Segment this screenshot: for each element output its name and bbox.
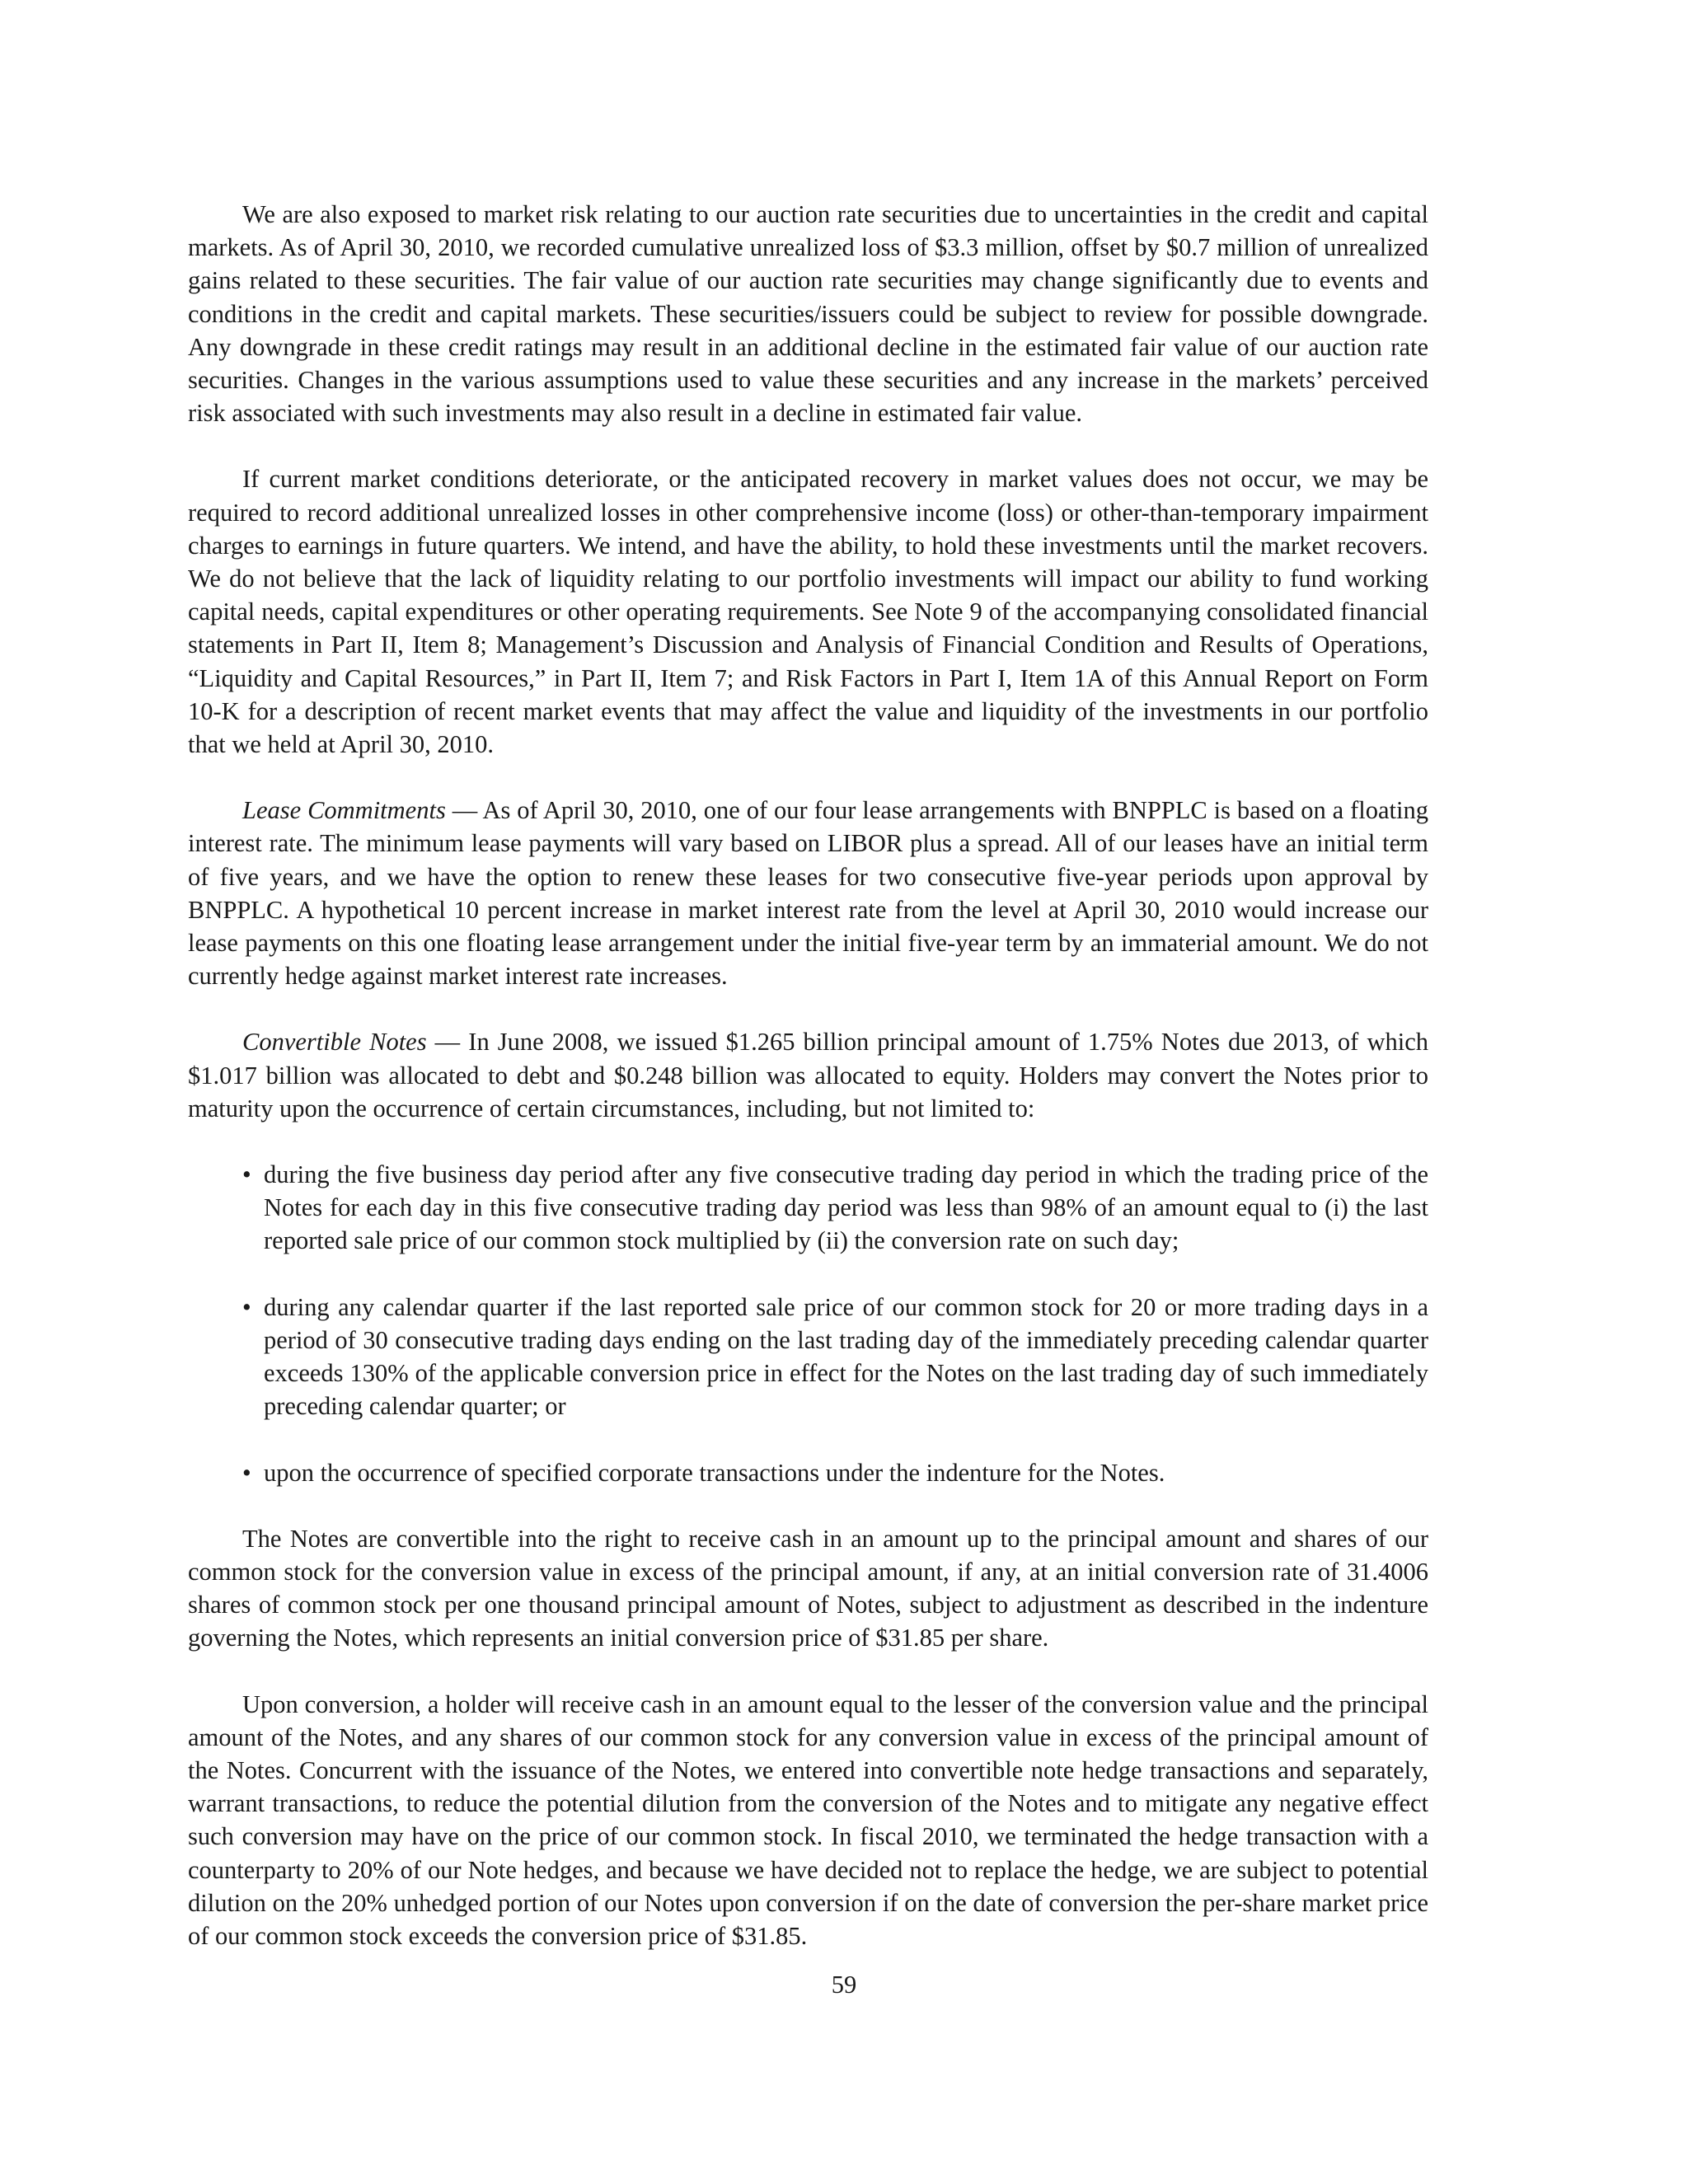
list-item [188, 1456, 1428, 1489]
bullet-marker: • [242, 1292, 251, 1321]
list-item-text: during the five business day period after any five consecutive trading day period in which the trading price of the Notes for each day in this five consecutive trading day period was less than 98% of an amount equal to (i) the last reported sale price of our common stock multiplied by (ii) the conversion rate on such day; [264, 1160, 1428, 1255]
bullet-marker: • [242, 1160, 251, 1189]
paragraph-conversion-dilution: Upon conversion, a holder will receive cash in an amount equal to the lesser of the conversion value and the principal amount of the Notes, and any shares of our common stock for any conversion value in excess of the principal amount of the Notes. Concurrent with the issuance of the Notes, we entered into convertible note hedge transactions and separately, warrant transactions, to reduce the potential dilution from the conversion of the Notes and to mitigate any negative effect such conversion may have on the price of our common stock. In fiscal 2010, we terminated the hedge transaction with a counterparty to 20% of our Note hedges, and because we have decided not to replace the hedge, we are subject to potential dilution on the 20% unhedged portion of our Notes upon conversion if on the date of conversion the per-share market price of our common stock exceeds the conversion price of $31.85. [188, 1690, 1428, 1950]
paragraph-auction-rate-risk: We are also exposed to market risk relating to our auction rate securities due to uncertainties in the credit and capital markets. As of April 30, 2010, we recorded cumulative unrealized loss of $3.3 million, offset by $0.7 million of unrealized gains related to these securities. The fair value of our auction rate securities may change significantly due to events and conditions in the credit and capital markets. These securities/issuers could be subject to review for possible downgrade. Any downgrade in these credit ratings may result in an additional decline in the estimated fair value of our auction rate securities. Changes in the various assumptions used to value these securities and any increase in the markets’ perceived risk associated with such investments may also result in a decline in estimated fair value. [188, 200, 1428, 428]
page-number: 59 [831, 1971, 857, 1999]
paragraph-market-conditions: If current market conditions deteriorate, or the anticipated recovery in market values does not occur, we may be required to record additional unrealized losses in other comprehensive income (loss) or other-than-temporary impairment charges to earnings in future quarters. We intend, and have the ability, to hold these investments until the market recovers. We do not believe that the lack of liquidity relating to our portfolio investments will impact our ability to fund working capital needs, capital expenditures or other operating requirements. See Note 9 of the accompanying consolidated financial statements in Part II, Item 8; Management’s Discussion and Analysis of Financial Condition and Results of Operations, “Liquidity and Capital Resources,” in Part II, Item 7; and Risk Factors in Part I, Item 1A of this Annual Report on Form 10-K for a description of recent market events that may affect the value and liquidity of the investments in our portfolio that we held at April 30, 2010. [188, 465, 1428, 759]
paragraph-conversion-terms: The Notes are convertible into the right to receive cash in an amount up to the principal amount and shares of our common stock for the conversion value in excess of the principal amount, if any, at an initial conversion rate of 31.4006 shares of common stock per one thousand principal amount of Notes, subject to adjustment as described in the indenture governing the Notes, which represents an initial conversion price of $31.85 per share. [188, 1524, 1428, 1652]
convertible-notes-heading: Convertible Notes [242, 1028, 427, 1057]
lease-commitments-body: — As of April 30, 2010, one of our four lease arrangements with BNPPLC is based on a floating interest rate. The minimum lease payments will vary based on LIBOR plus a spread. All of our leases have an initial term of five years, and we have the option to renew these leases for two consecutive five-year periods upon approval by BNPPLC. A hypothetical 10 percent increase in market interest rate from the level at April 30, 2010 would increase our lease payments on this one floating lease arrangement under the initial five-year term by an immaterial amount. We do not currently hedge against market interest rate increases. [188, 796, 1428, 991]
bullet-marker: • [242, 1458, 251, 1487]
paragraph-convertible-notes [188, 1025, 1428, 1125]
list-item [188, 1291, 1428, 1423]
lease-commitments-heading: Lease Commitments [242, 796, 446, 825]
list-item-text: upon the occurrence of specified corporate transactions under the indenture for the Notes. [264, 1458, 1165, 1487]
list-item-text: during any calendar quarter if the last reported sale price of our common stock for 20 or more trading days in a period of 30 consecutive trading days ending on the last trading day of the immediately preceding calendar quarter exceeds 130% of the applicable conversion price in effect for the Notes on the last trading day of such immediately preceding calendar quarter; or [264, 1292, 1428, 1421]
convertible-notes-body: — In June 2008, we issued $1.265 billion principal amount of 1.75% Notes due 2013, of which $1.017 billion was allocated to debt and $0.248 billion was allocated to equity. Holders may convert the Notes prior to maturity upon the occurrence of certain circumstances, including, but not limited to: [188, 1028, 1428, 1122]
paragraph-lease-commitments [188, 794, 1428, 992]
document-page [188, 198, 1428, 1985]
conversion-conditions-list [188, 1158, 1428, 1489]
list-item [188, 1158, 1428, 1258]
